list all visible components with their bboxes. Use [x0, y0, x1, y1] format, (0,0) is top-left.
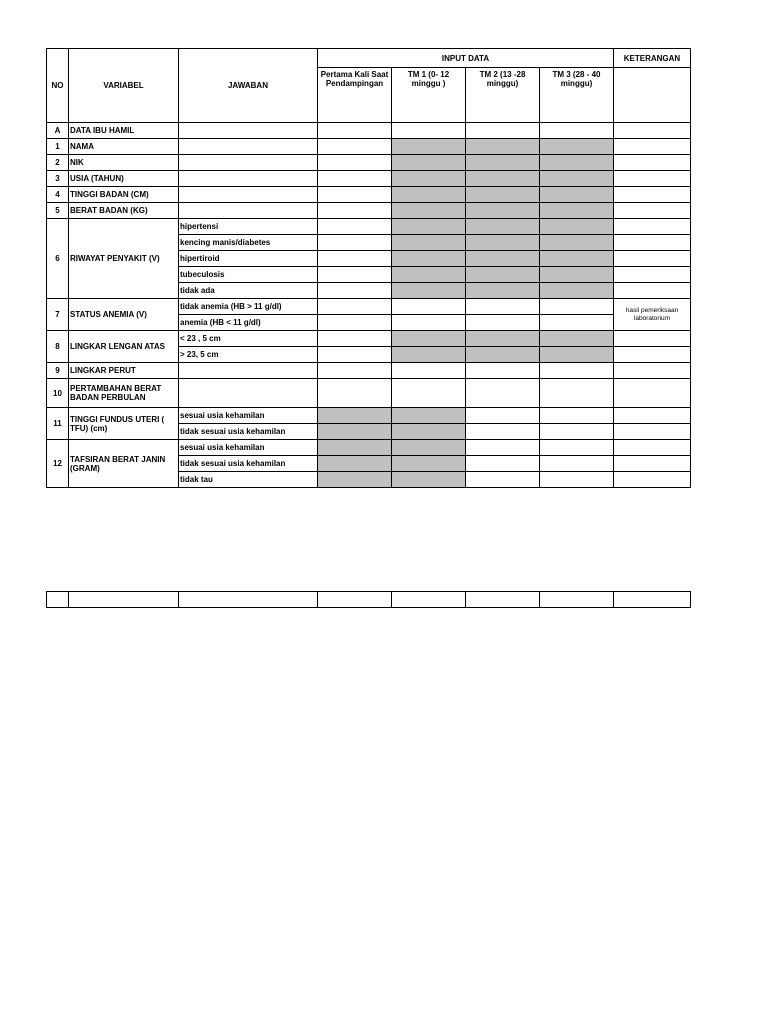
cell-input[interactable] — [614, 424, 691, 440]
cell-input[interactable] — [318, 283, 392, 299]
cell-input[interactable] — [466, 440, 540, 456]
table-row — [47, 299, 691, 315]
table-row — [47, 171, 691, 187]
cell-input[interactable] — [318, 315, 392, 331]
cell-shaded — [540, 155, 614, 171]
cell-shaded — [466, 347, 540, 363]
cell-input[interactable] — [318, 187, 392, 203]
data-collection-table — [46, 48, 691, 488]
table-row — [47, 187, 691, 203]
header-keterangan: KETERANGAN — [614, 49, 691, 68]
answer-option: hipertiroid — [179, 251, 318, 267]
row-no: 9 — [47, 363, 69, 379]
row-no: 5 — [47, 203, 69, 219]
cell-input[interactable] — [318, 139, 392, 155]
cell-input[interactable] — [318, 203, 392, 219]
cell-input[interactable] — [540, 592, 614, 608]
cell-input[interactable] — [392, 363, 466, 379]
header-variabel: VARIABEL — [69, 49, 179, 123]
cell-input[interactable] — [466, 592, 540, 608]
cell-input[interactable] — [466, 424, 540, 440]
cell-input[interactable] — [614, 123, 691, 139]
cell-input[interactable] — [614, 363, 691, 379]
cell-input[interactable] — [179, 139, 318, 155]
cell-input[interactable] — [466, 408, 540, 424]
blank-row-table — [46, 591, 691, 608]
cell-input[interactable] — [614, 139, 691, 155]
row-variabel: TINGGI BADAN (CM) — [69, 187, 179, 203]
cell-input[interactable] — [540, 456, 614, 472]
cell-input[interactable] — [614, 331, 691, 347]
cell-shaded — [540, 331, 614, 347]
cell-input[interactable] — [179, 123, 318, 139]
cell-shaded — [540, 219, 614, 235]
answer-option: anemia (HB < 11 g/dl) — [179, 315, 318, 331]
answer-option: tidak ada — [179, 283, 318, 299]
cell-shaded — [392, 347, 466, 363]
row-variabel: NAMA — [69, 139, 179, 155]
keterangan-note: hasil pemeriksaan laboratorium — [614, 299, 691, 331]
cell-shaded — [466, 283, 540, 299]
cell-input[interactable] — [318, 219, 392, 235]
cell-input[interactable] — [179, 155, 318, 171]
cell-shaded — [392, 155, 466, 171]
cell-shaded — [540, 283, 614, 299]
cell-input[interactable] — [466, 456, 540, 472]
cell-input[interactable] — [318, 267, 392, 283]
row-variabel: STATUS ANEMIA (V) — [69, 299, 179, 331]
row-no: 7 — [47, 299, 69, 331]
cell-input[interactable] — [318, 363, 392, 379]
cell-input[interactable] — [614, 235, 691, 251]
cell-input[interactable] — [614, 171, 691, 187]
cell-input[interactable] — [392, 592, 466, 608]
row-variabel: PERTAMBAHAN BERAT BADAN PERBULAN — [69, 379, 179, 408]
cell-shaded — [466, 203, 540, 219]
cell-input[interactable] — [318, 347, 392, 363]
table-row — [47, 592, 691, 608]
cell-input[interactable] — [318, 251, 392, 267]
table-row — [47, 139, 691, 155]
cell-input[interactable] — [179, 203, 318, 219]
answer-option: kencing manis/diabetes — [179, 235, 318, 251]
cell-shaded — [466, 139, 540, 155]
cell-input[interactable] — [466, 123, 540, 139]
cell-input[interactable] — [614, 379, 691, 408]
cell-input[interactable] — [318, 123, 392, 139]
row-variabel: RIWAYAT PENYAKIT (V) — [69, 219, 179, 299]
cell-input[interactable] — [392, 315, 466, 331]
cell-input[interactable] — [540, 424, 614, 440]
cell-input[interactable] — [614, 155, 691, 171]
table-row — [47, 219, 691, 235]
cell-input[interactable] — [466, 299, 540, 315]
cell-shaded — [466, 235, 540, 251]
cell-shaded — [540, 267, 614, 283]
cell-input[interactable] — [614, 283, 691, 299]
cell-input[interactable] — [614, 267, 691, 283]
cell-input[interactable] — [540, 440, 614, 456]
answer-option: < 23 , 5 cm — [179, 331, 318, 347]
cell-input[interactable] — [318, 171, 392, 187]
cell-shaded — [466, 267, 540, 283]
cell-input[interactable] — [179, 187, 318, 203]
cell-input[interactable] — [318, 379, 392, 408]
cell-shaded — [392, 283, 466, 299]
cell-shaded — [540, 187, 614, 203]
cell-shaded — [318, 424, 392, 440]
cell-input[interactable] — [614, 219, 691, 235]
cell-input[interactable] — [47, 592, 69, 608]
cell-shaded — [318, 456, 392, 472]
cell-shaded — [392, 408, 466, 424]
cell-shaded — [392, 424, 466, 440]
cell-shaded — [392, 219, 466, 235]
answer-option: tidak sesuai usia kehamilan — [179, 456, 318, 472]
header-tm2: TM 2 (13 -28 minggu) — [466, 68, 540, 123]
table-row — [47, 331, 691, 347]
cell-shaded — [392, 187, 466, 203]
cell-shaded — [392, 235, 466, 251]
row-no: 6 — [47, 219, 69, 299]
cell-input[interactable] — [540, 299, 614, 315]
cell-input[interactable] — [179, 592, 318, 608]
cell-input[interactable] — [179, 171, 318, 187]
row-variabel: LINGKAR PERUT — [69, 363, 179, 379]
cell-input[interactable] — [614, 347, 691, 363]
cell-input[interactable] — [318, 155, 392, 171]
cell-input[interactable] — [392, 379, 466, 408]
cell-shaded — [392, 171, 466, 187]
cell-input[interactable] — [614, 472, 691, 488]
row-no: 12 — [47, 440, 69, 488]
cell-input[interactable] — [466, 363, 540, 379]
row-variabel: TINGGI FUNDUS UTERI ( TFU) (cm) — [69, 408, 179, 440]
row-variabel: LINGKAR LENGAN ATAS — [69, 331, 179, 363]
cell-shaded — [392, 440, 466, 456]
cell-shaded — [392, 331, 466, 347]
cell-input[interactable] — [614, 203, 691, 219]
answer-option: sesuai usia kehamilan — [179, 408, 318, 424]
cell-input[interactable] — [466, 472, 540, 488]
header-jawaban: JAWABAN — [179, 49, 318, 123]
cell-input[interactable] — [540, 315, 614, 331]
header-pertama-kali: Pertama Kali Saat Pendampingan — [318, 68, 392, 123]
cell-input[interactable] — [540, 379, 614, 408]
cell-shaded — [540, 139, 614, 155]
row-no: 2 — [47, 155, 69, 171]
cell-input[interactable] — [179, 363, 318, 379]
cell-input[interactable] — [614, 187, 691, 203]
table-row — [47, 123, 691, 139]
row-variabel: NIK — [69, 155, 179, 171]
cell-input[interactable] — [466, 379, 540, 408]
table-row — [47, 155, 691, 171]
cell-shaded — [540, 347, 614, 363]
cell-shaded — [540, 203, 614, 219]
row-no: 8 — [47, 331, 69, 363]
cell-shaded — [466, 155, 540, 171]
cell-shaded — [392, 267, 466, 283]
row-no: 3 — [47, 171, 69, 187]
answer-option: tubeculosis — [179, 267, 318, 283]
row-no: 10 — [47, 379, 69, 408]
answer-option: tidak sesuai usia kehamilan — [179, 424, 318, 440]
cell-input[interactable] — [466, 315, 540, 331]
cell-shaded — [466, 171, 540, 187]
row-no: 11 — [47, 408, 69, 440]
table-row — [47, 440, 691, 456]
cell-input[interactable] — [614, 440, 691, 456]
cell-input[interactable] — [540, 123, 614, 139]
cell-input[interactable] — [614, 456, 691, 472]
cell-shaded — [318, 440, 392, 456]
cell-input[interactable] — [318, 299, 392, 315]
row-variabel: TAFSIRAN BERAT JANIN (GRAM) — [69, 440, 179, 488]
answer-option: hipertensi — [179, 219, 318, 235]
table-row — [47, 363, 691, 379]
cell-input[interactable] — [540, 472, 614, 488]
table-row — [47, 408, 691, 424]
cell-shaded — [392, 456, 466, 472]
cell-shaded — [392, 203, 466, 219]
answer-option: tidak anemia (HB > 11 g/dl) — [179, 299, 318, 315]
row-no: 4 — [47, 187, 69, 203]
cell-shaded — [466, 219, 540, 235]
cell-shaded — [392, 472, 466, 488]
header-tm3: TM 3 (28 - 40 minggu) — [540, 68, 614, 123]
cell-shaded — [540, 171, 614, 187]
row-no: 1 — [47, 139, 69, 155]
cell-input[interactable] — [614, 251, 691, 267]
row-variabel: DATA IBU HAMIL — [69, 123, 179, 139]
header-tm1: TM 1 (0- 12 minggu ) — [392, 68, 466, 123]
cell-input[interactable] — [392, 299, 466, 315]
cell-input[interactable] — [318, 331, 392, 347]
row-variabel: USIA (TAHUN) — [69, 171, 179, 187]
cell-shaded — [318, 472, 392, 488]
cell-shaded — [466, 187, 540, 203]
cell-shaded — [392, 251, 466, 267]
cell-shaded — [392, 139, 466, 155]
header-no: NO — [47, 49, 69, 123]
table-row — [47, 379, 691, 408]
cell-input[interactable] — [540, 408, 614, 424]
cell-input[interactable] — [179, 379, 318, 408]
cell-shaded — [540, 235, 614, 251]
answer-option: sesuai usia kehamilan — [179, 440, 318, 456]
cell-input[interactable] — [540, 363, 614, 379]
cell-shaded — [466, 251, 540, 267]
cell-empty — [614, 68, 691, 123]
cell-shaded — [318, 408, 392, 424]
cell-input[interactable] — [318, 235, 392, 251]
table-row — [47, 203, 691, 219]
row-no: A — [47, 123, 69, 139]
cell-input[interactable] — [614, 592, 691, 608]
cell-input[interactable] — [318, 592, 392, 608]
answer-option: > 23, 5 cm — [179, 347, 318, 363]
answer-option: tidak tau — [179, 472, 318, 488]
cell-input[interactable] — [392, 123, 466, 139]
cell-input[interactable] — [614, 408, 691, 424]
cell-shaded — [466, 331, 540, 347]
cell-shaded — [540, 251, 614, 267]
cell-input[interactable] — [69, 592, 179, 608]
row-variabel: BERAT BADAN (KG) — [69, 203, 179, 219]
header-input-data: INPUT DATA — [318, 49, 614, 68]
